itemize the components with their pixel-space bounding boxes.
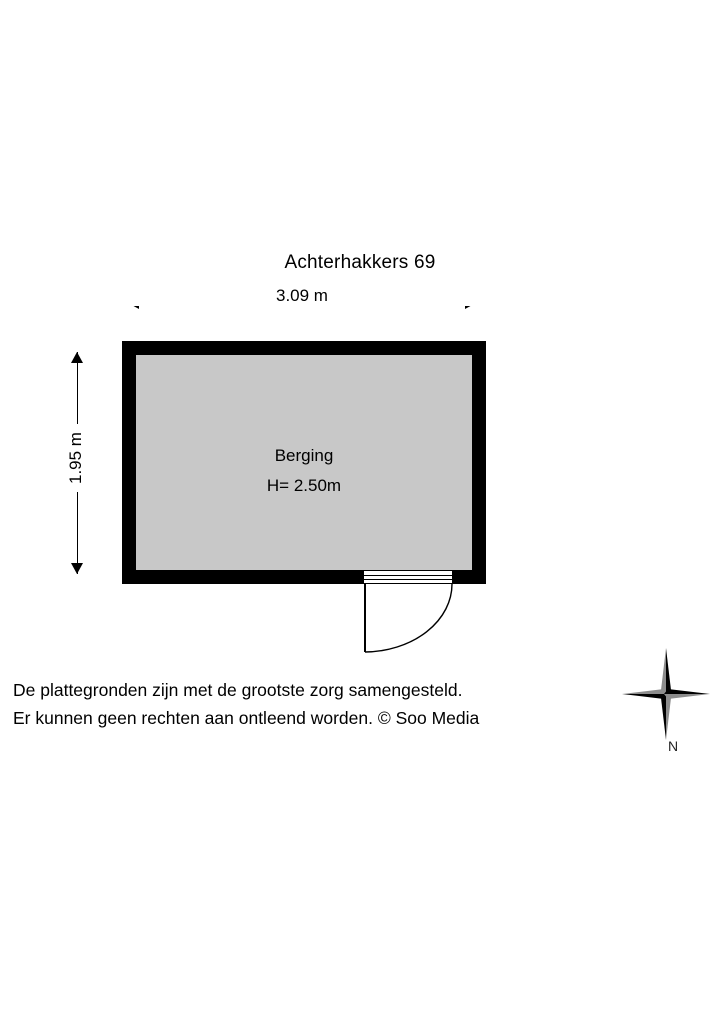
compass-rose	[620, 646, 712, 766]
door-swing-arc-icon	[364, 584, 452, 652]
room-name-label: Berging	[274, 446, 334, 465]
dimension-depth-arrow-up-icon	[71, 352, 83, 363]
room-berging-floor	[136, 355, 472, 570]
dimension-depth-arrow-down-icon	[71, 563, 83, 574]
disclaimer-line-2: Er kunnen geen rechten aan ontleend worden. © Soo Media	[13, 708, 480, 728]
dimension-width	[128, 286, 476, 326]
disclaimer-text	[13, 676, 613, 732]
door-threshold-line-1	[364, 575, 452, 576]
page-title	[0, 252, 720, 274]
dimension-depth-label: 1.95 m	[66, 424, 86, 492]
dimension-width-label: 3.09 m	[268, 286, 336, 306]
compass-star-icon	[620, 646, 712, 746]
page-title-text: Achterhakkers 69	[284, 252, 436, 273]
room-berging	[122, 341, 486, 584]
room-berging-labels	[136, 441, 472, 501]
compass-north-label: N	[668, 738, 679, 754]
disclaimer-line-1: De plattegronden zijn met de grootste zorg samengesteld.	[13, 680, 463, 700]
dimension-width-label-wrap	[128, 286, 476, 306]
room-height-label: H= 2.50m	[266, 476, 342, 495]
dimension-depth	[62, 352, 102, 574]
door-opening	[364, 570, 452, 584]
dimension-depth-label-wrap	[66, 368, 86, 548]
door-threshold-line-2	[364, 579, 452, 580]
